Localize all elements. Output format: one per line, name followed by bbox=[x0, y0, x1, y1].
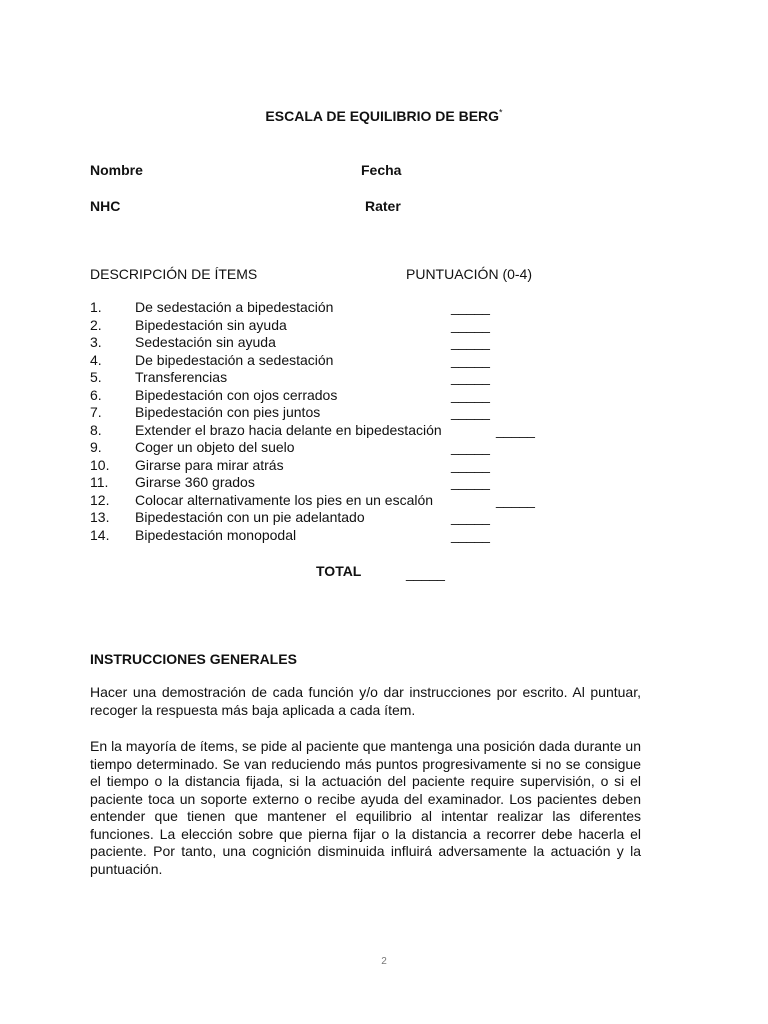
list-item bbox=[90, 404, 610, 422]
score-blank: _____ bbox=[451, 526, 490, 543]
title-footnote-mark: * bbox=[499, 107, 503, 118]
field-nhc: NHC bbox=[90, 198, 121, 214]
column-header-description: DESCRIPCIÓN DE ÍTEMS bbox=[90, 266, 258, 282]
score-blank: _____ bbox=[451, 474, 490, 490]
score-blank: _____ bbox=[451, 334, 490, 350]
item-text: Bipedestación sin ayuda bbox=[135, 316, 287, 333]
column-header-score: PUNTUACIÓN (0-4) bbox=[406, 266, 533, 282]
item-text: Colocar alternativamente los pies en un escalón bbox=[135, 491, 434, 508]
list-item bbox=[90, 474, 610, 492]
item-text: Sedestación sin ayuda bbox=[135, 334, 276, 350]
score-blank: _____ bbox=[451, 404, 490, 420]
item-number: 10. bbox=[90, 456, 110, 473]
instructions-title: INSTRUCCIONES GENERALES bbox=[90, 651, 297, 667]
field-fecha: Fecha bbox=[361, 162, 402, 178]
score-blank: _____ bbox=[496, 491, 535, 508]
item-text: Girarse para mirar atrás bbox=[135, 456, 284, 473]
list-item bbox=[90, 352, 610, 370]
item-text: Coger un objeto del suelo bbox=[135, 439, 295, 455]
item-number: 12. bbox=[90, 491, 110, 508]
field-rater: Rater bbox=[365, 198, 401, 214]
list-item bbox=[90, 369, 610, 387]
item-number: 6. bbox=[90, 386, 102, 403]
score-blank: _____ bbox=[451, 316, 490, 333]
document-title: ESCALA DE EQUILIBRIO DE BERG* bbox=[265, 107, 503, 124]
score-blank: _____ bbox=[451, 369, 490, 385]
list-item bbox=[90, 509, 610, 527]
list-item bbox=[90, 387, 610, 405]
list-item bbox=[90, 439, 610, 457]
page-number: 2 bbox=[381, 956, 387, 967]
field-nombre: Nombre bbox=[90, 162, 143, 178]
total-label: TOTAL bbox=[316, 563, 362, 579]
score-blank: _____ bbox=[451, 456, 490, 473]
item-text: Girarse 360 grados bbox=[135, 474, 255, 490]
item-number: 11. bbox=[90, 474, 109, 490]
list-item bbox=[90, 334, 610, 352]
item-text: Bipedestación con un pie adelantado bbox=[135, 509, 365, 525]
score-blank: _____ bbox=[451, 509, 490, 525]
item-text: Extender el brazo hacia delante en bipedestación bbox=[135, 421, 442, 438]
item-number: 5. bbox=[90, 369, 102, 385]
item-text: Bipedestación con ojos cerrados bbox=[135, 386, 338, 403]
item-text: Bipedestación con pies juntos bbox=[135, 404, 321, 420]
item-number: 14. bbox=[90, 526, 110, 543]
list-item bbox=[90, 422, 610, 440]
score-blank: _____ bbox=[451, 351, 490, 368]
score-blank: _____ bbox=[451, 439, 490, 455]
list-item bbox=[90, 299, 610, 317]
item-text: Bipedestación monopodal bbox=[135, 526, 297, 543]
score-blank: _____ bbox=[496, 421, 535, 438]
item-number: 9. bbox=[90, 439, 102, 455]
list-item bbox=[90, 492, 610, 510]
list-item bbox=[90, 317, 610, 335]
score-blank: _____ bbox=[451, 386, 490, 403]
item-number: 4. bbox=[90, 351, 102, 368]
item-number: 8. bbox=[90, 421, 102, 438]
total-blank: _____ bbox=[406, 565, 445, 581]
score-blank: _____ bbox=[451, 299, 490, 315]
instructions-paragraph-1: Hacer una demostración de cada función y/o dar instrucciones por escrito. Al puntuar, recoger la respuesta más baja aplicada a cada ítem. bbox=[90, 684, 641, 718]
list-item bbox=[90, 527, 610, 545]
item-list bbox=[90, 299, 610, 544]
instructions-paragraph-2: En la mayoría de ítems, se pide al paciente que mantenga una posición dada durante un tiempo determinado. Se van reduciendo más puntos progresivamente si no se consigue el tiempo o la distancia fijada, si la actuación del paciente require supervisión, o si el paciente toca un soporte externo o recibe ayuda del examinador. Los pacientes deben entender que tienen que mantener el equilibrio al intentar realizar las diferentes funciones. La elección sobre que pierna fijar o la distancia a recorrer debe hacerla el paciente. Por tanto, una cognición disminuida influirá adversamente la actuación y la puntuación. bbox=[90, 738, 641, 877]
item-number: 7. bbox=[90, 404, 102, 420]
item-text: De sedestación a bipedestación bbox=[135, 299, 334, 315]
item-text: Transferencias bbox=[135, 369, 228, 385]
item-number: 2. bbox=[90, 316, 102, 333]
item-number: 1. bbox=[90, 299, 102, 315]
list-item bbox=[90, 457, 610, 475]
item-number: 3. bbox=[90, 334, 102, 350]
item-text: De bipedestación a sedestación bbox=[135, 351, 334, 368]
item-number: 13. bbox=[90, 509, 110, 525]
